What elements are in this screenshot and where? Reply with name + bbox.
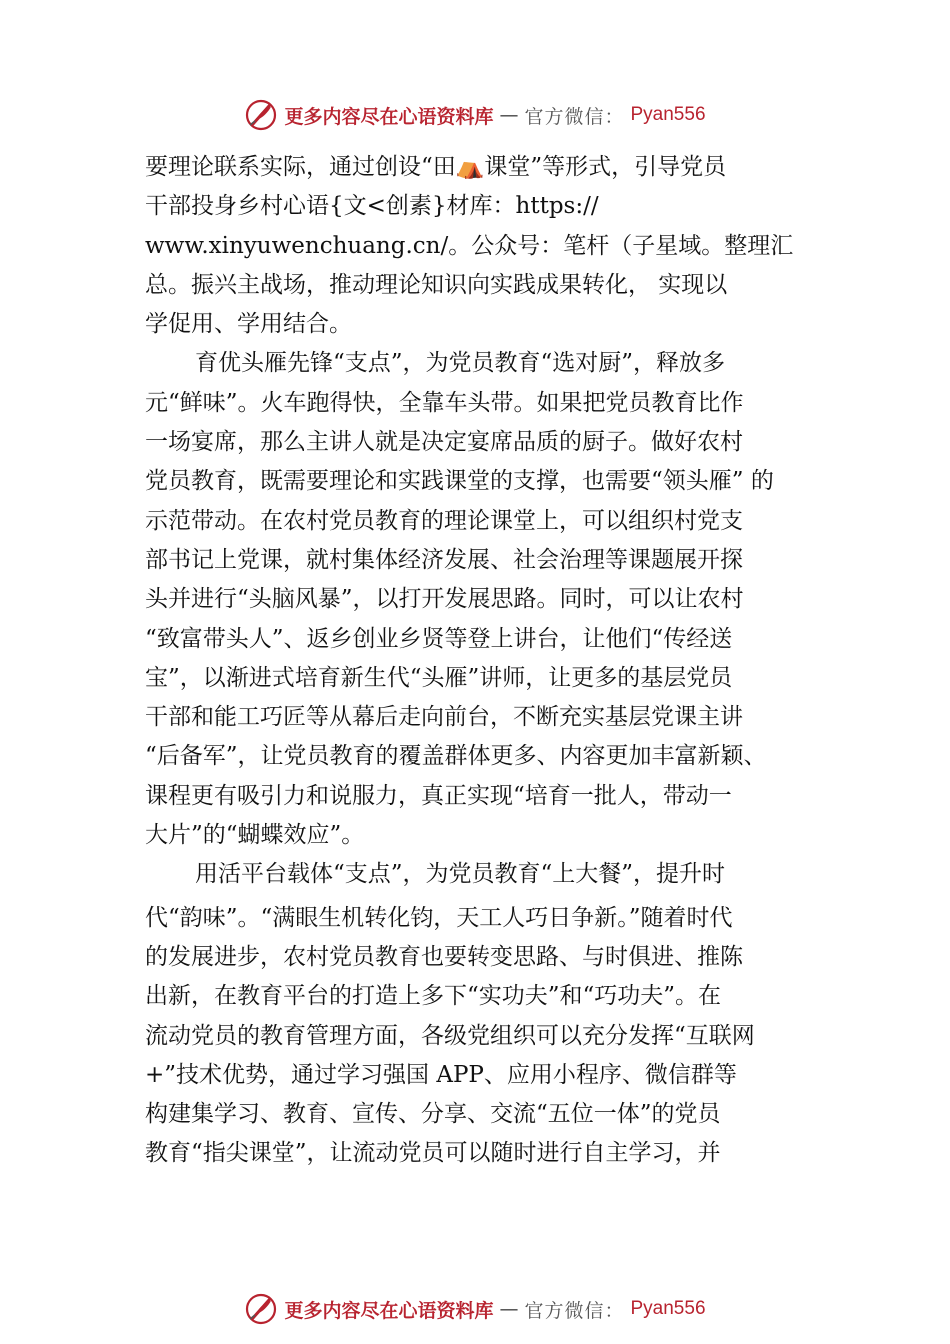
header-watermark: [0, 98, 950, 132]
watermark-library-text: 更多内容尽在心语资料库: [284, 1299, 494, 1322]
watermark-dash: —: [499, 1298, 519, 1320]
footer-watermark: [0, 1292, 950, 1326]
paragraph-line: 干部和能工巧匠等从幕后走向前台，不断充实基层党课主讲: [145, 704, 743, 731]
paragraph-line: 要理论联系实际，通过创设“田⛺课堂”等形式，引导党员: [145, 154, 727, 180]
watermark-wechat-account: Pyan556: [630, 104, 706, 125]
paragraph-line: +”技术优势，通过学习强国 APP、应用小程序、微信群等: [145, 1061, 737, 1088]
document-body: [145, 148, 825, 1174]
paragraph-line: “后备军”，让党员教育的覆盖群体更多、内容更加丰富新颖、: [145, 743, 767, 770]
paragraph-line: 总。振兴主战场，推动理论知识向实践成果转化， 实现以: [145, 271, 728, 298]
paragraph-line: 育优头雁先锋“支点”，为党员教育“选对厨”，释放多: [195, 350, 726, 377]
paragraph-line: 教育“指尖课堂”，让流动党员可以随时进行自主学习，并: [145, 1140, 721, 1167]
watermark-wechat-label: 官方微信：: [524, 1299, 625, 1322]
paragraph-line: 党员教育，既需要理论和实践课堂的支撑，也需要“领头雁” 的: [145, 468, 774, 495]
paragraph-line: 学促用、学用结合。: [145, 311, 352, 338]
paragraph-line: 干部投身乡村心语{文<创素}材库：https://: [145, 193, 599, 220]
paragraph-line: 代“韵味”。“满眼生机转化钧，天工人巧日争新。”随着时代: [145, 904, 733, 931]
paragraph-line: 构建集学习、教育、宣传、分享、交流“五位一体”的党员: [145, 1101, 721, 1128]
paragraph-line: 头并进行“头脑风暴”，以打开发展思路。同时，可以让农村: [145, 586, 744, 613]
quill-logo-icon: [244, 1292, 278, 1326]
paragraph-line: 流动党员的教育管理方面，各级党组织可以充分发挥“互联网: [145, 1022, 755, 1049]
paragraph-line: “致富带头人”、返乡创业乡贤等登上讲台，让他们“传经送: [145, 625, 733, 652]
paragraph-3: [145, 855, 825, 1173]
paragraph-line: 元“鲜味”。火车跑得快，全靠车头带。如果把党员教育比作: [145, 389, 744, 416]
quill-logo-icon: [244, 98, 278, 132]
watermark-wechat-label: 官方微信：: [524, 105, 625, 128]
paragraph-line: 一场宴席，那么主讲人就是决定宴席品质的厨子。做好农村: [145, 429, 743, 456]
paragraph-line: 大片”的“蝴蝶效应”。: [145, 822, 365, 849]
paragraph-line: 部书记上党课，就村集体经济发展、社会治理等课题展开探: [145, 546, 743, 573]
paragraph-line: 课程更有吸引力和说服力，真正实现“培育一批人，带动一: [145, 782, 732, 809]
paragraph-line: 出新，在教育平台的打造上多下“实功夫”和“巧功夫”。在: [145, 983, 722, 1010]
watermark-wechat-account: Pyan556: [630, 1298, 706, 1319]
paragraph-line: 宝”，以渐进式培育新生代“头雁”讲师，让更多的基层党员: [145, 664, 733, 691]
watermark-library-text: 更多内容尽在心语资料库: [284, 105, 494, 128]
watermark-dash: —: [499, 104, 519, 126]
paragraph-1: [145, 148, 825, 344]
paragraph-line: 用活平台载体“支点”，为党员教育“上大餐”，提升时: [195, 861, 726, 888]
paragraph-2: [145, 344, 825, 855]
paragraph-line: 的发展进步，农村党员教育也要转变思路、与时俱进、推陈: [145, 943, 743, 970]
paragraph-line: 示范带动。在农村党员教育的理论课堂上，可以组织村党支: [145, 507, 743, 534]
paragraph-line: www.xinyuwenchuang.cn/。公众号：笔杆（子星域。整理汇: [145, 232, 794, 259]
